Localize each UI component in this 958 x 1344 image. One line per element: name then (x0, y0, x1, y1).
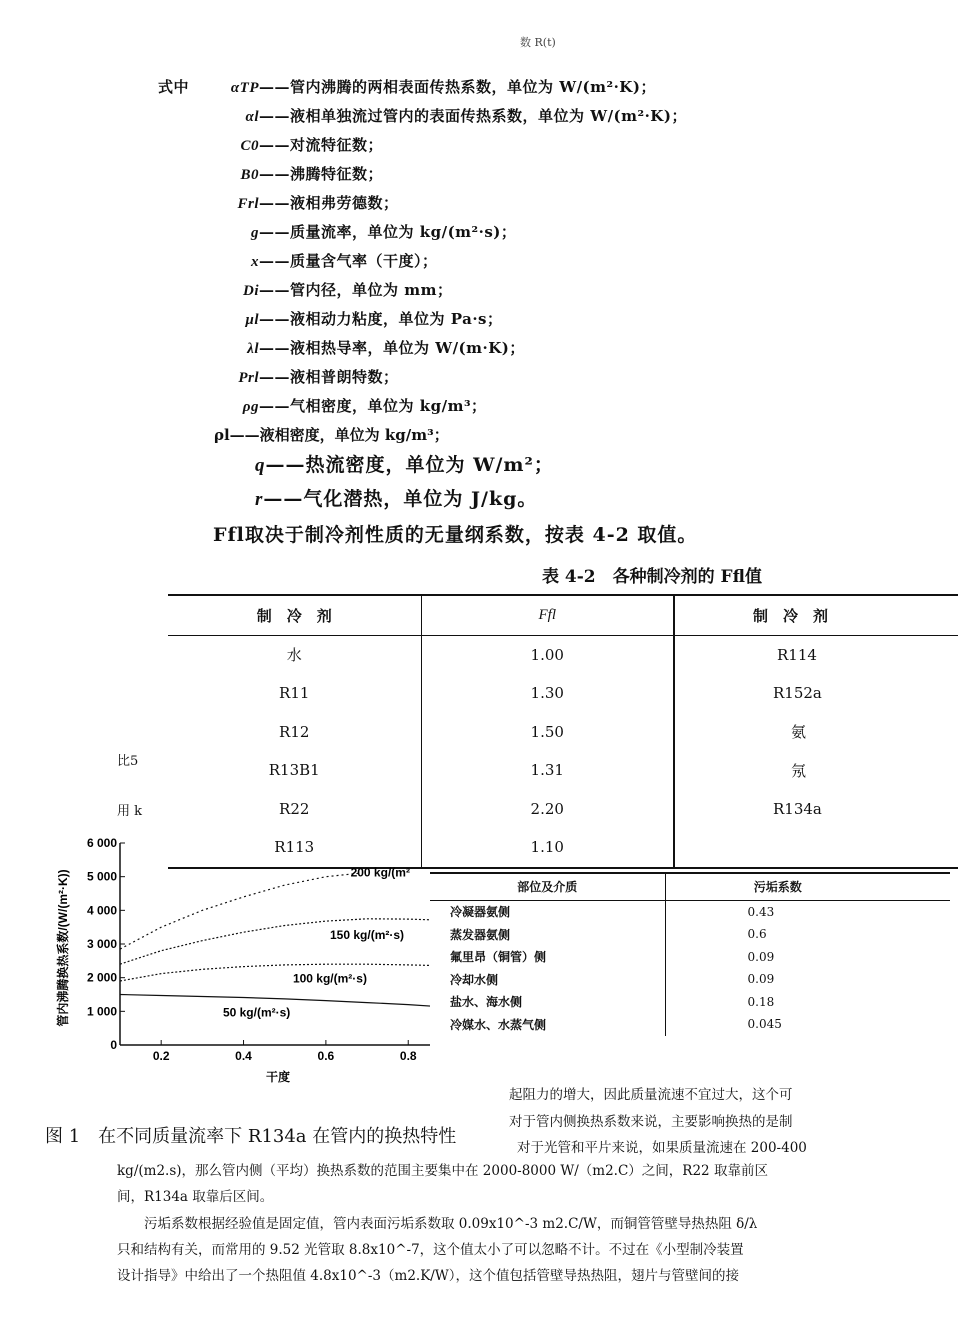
y-tick-label: 1 000 (86, 1004, 117, 1019)
y-tick-label: 5 000 (86, 869, 117, 884)
definition-row (158, 134, 383, 155)
definition-symbol: Prl (238, 370, 259, 386)
header-ffl: Ffl (421, 596, 674, 635)
table-row: 水 1.00 R114 (168, 635, 958, 674)
definition-text: ——液相弗劳德数； (259, 194, 399, 212)
definition-text: ——气相密度，单位为 kg/m³； (259, 397, 487, 415)
definition-row (158, 105, 687, 126)
definition-text: ——沸腾特征数； (259, 165, 384, 183)
r134a-heat-transfer-chart (40, 828, 470, 1088)
definition-cut-line: ρl——液相密度，单位为 kg/m³； (214, 426, 449, 444)
table-row: R12 1.50 氨 (168, 713, 958, 752)
chart-x-label: 干度 (265, 1070, 291, 1084)
series-label: 100 kg/(m²·s) (292, 971, 367, 986)
definition-symbol: Di (243, 283, 259, 299)
definition-text: ——对流特征数； (259, 136, 384, 154)
fouling-row: 氟里昂（铜管）侧 0.09 (430, 946, 950, 969)
x-tick-label: 0.4 (235, 1049, 252, 1063)
definition-text: ——质量流率，单位为 kg/(m²·s)； (259, 223, 517, 241)
definition-symbol: B0 (240, 167, 259, 183)
right-fragment-2: 对于管内侧换热系数来说，主要影响换热的是制 (509, 1114, 793, 1130)
series-line (120, 919, 470, 964)
definition-row (158, 308, 503, 329)
fouling-header-location: 部位及介质 (430, 874, 665, 900)
definition-row (158, 337, 525, 358)
definition-row (158, 250, 438, 271)
fouling-header-coefficient: 污垢系数 (753, 880, 802, 895)
table-row: R113 1.10 (168, 828, 958, 867)
definition-symbol: αl (245, 109, 259, 125)
fouling-row: 冷凝器氨侧 0.43 (430, 900, 950, 923)
peek-fragment-2: 用 k (117, 804, 143, 819)
table-title: 表 4-2 各种制冷剂的 Ffl值 (542, 567, 762, 587)
definition-symbol: λl (247, 341, 259, 357)
y-tick-label: 4 000 (86, 903, 117, 918)
header-refrigerant: 制 冷 剂 (168, 596, 421, 635)
series-label: 150 kg/(m²·s) (330, 927, 405, 942)
fouling-row: 冷却水侧 0.09 (430, 968, 950, 991)
fouling-row: 冷媒水、水蒸气侧 0.045 (430, 1013, 950, 1036)
header-refrigerant-2: 制 冷 剂 (753, 606, 829, 625)
ffl-sentence: Ffl取决于制冷剂性质的无量纲系数，按表 4-2 取值。 (213, 524, 698, 546)
fouling-row: 蒸发器氨侧 0.6 (430, 923, 950, 946)
definition-row (158, 76, 656, 97)
fouling-table (430, 872, 950, 1070)
fouling-header-row (430, 874, 950, 900)
definition-symbol: αTP (230, 80, 259, 96)
y-tick-label: 0 (110, 1038, 117, 1052)
peek-fragment-1: 比5 (117, 754, 139, 769)
table-header-row (168, 596, 958, 635)
y-tick-label: 6 000 (86, 836, 117, 850)
definition-row (158, 192, 399, 213)
chart-y-label: 管内沸腾换热系数/(W/(m²·K)) (56, 869, 70, 1027)
definition-text: ——液相热导率，单位为 W/(m·K)； (259, 339, 525, 357)
series-label: 50 kg/(m²·s) (222, 1005, 291, 1020)
table-row: R22 2.20 R134a (168, 790, 958, 829)
definition-text: ——液相普朗特数； (259, 368, 399, 386)
definition-text: ——管内沸腾的两相表面传热系数，单位为 W/(m²·K)； (259, 78, 656, 96)
paragraph-1: kg/(m2.s)，那么管内侧（平均）换热系数的范围主要集中在 2000-8000 W/（m2.C）之间，R22 取靠前区 间，R134a 取靠后区间。 (117, 1163, 768, 1205)
definition-row (158, 366, 399, 387)
definition-text: ——质量含气率（干度）； (259, 252, 438, 270)
top-fragment: 数 R(t) (520, 36, 556, 49)
right-fragment-3: 对于光管和平片来说，如果质量流速在 200-400 (517, 1140, 807, 1156)
heat-flux-definition: q——热流密度，单位为 W/m²； (255, 454, 554, 476)
y-tick-label: 3 000 (86, 937, 117, 951)
x-tick-label: 0.2 (152, 1049, 170, 1063)
y-tick-label: 2 000 (86, 970, 117, 985)
definition-text: ——液相单独流过管内的表面传热系数，单位为 W/(m²·K)； (259, 107, 687, 125)
definition-text: ——管内径，单位为 mm； (259, 281, 453, 299)
series-line (120, 873, 359, 949)
x-tick-label: 0.6 (317, 1049, 335, 1063)
definition-symbol: x (251, 254, 259, 270)
right-fragment-1: 起阻力的增大，因此质量流速不宜过大，这个可 (509, 1087, 793, 1103)
paragraph-2: 污垢系数根据经验值是固定值，管内表面污垢系数取 0.09x10^-3 m2.C/W，而铜管管壁导热热阻 δ/λ 只和结构有关，而常用的 9.52 光管取 8.8x10^-7，这个值太小了可以忽略不计。不过在《小型制冷装置 设计指导》中给出了一个热阻值 4.8x10^-3（m2.K/W），这个值包括管壁导热热阻，翅片与管壁间的接 (117, 1216, 758, 1284)
series-line (120, 995, 470, 1009)
definitions-lead: 式中 (158, 78, 190, 96)
definition-row (158, 279, 452, 300)
latent-heat-definition: r——气化潜热，单位为 J/kg。 (255, 488, 538, 510)
definition-text: ——液相动力粘度，单位为 Pa·s； (259, 310, 503, 328)
table-row: R11 1.30 R152a (168, 674, 958, 713)
x-tick-label: 0.8 (399, 1049, 417, 1063)
figure-caption: 图 1 在不同质量流率下 R134a 在管内的换热特性 (45, 1126, 457, 1147)
definition-symbol: ρg (242, 399, 259, 415)
definition-row (158, 395, 487, 416)
series-label: 200 kg/(m² (350, 865, 410, 880)
table-row: R13B1 1.31 氖 (168, 751, 958, 790)
definition-symbol: μl (245, 312, 259, 328)
definition-symbol: C0 (240, 138, 259, 154)
definition-symbol: Frl (237, 196, 259, 212)
fouling-row: 盐水、海水侧 0.18 (430, 991, 950, 1014)
definition-symbol: g (251, 225, 259, 241)
definition-row (158, 221, 516, 242)
definition-row (158, 163, 383, 184)
